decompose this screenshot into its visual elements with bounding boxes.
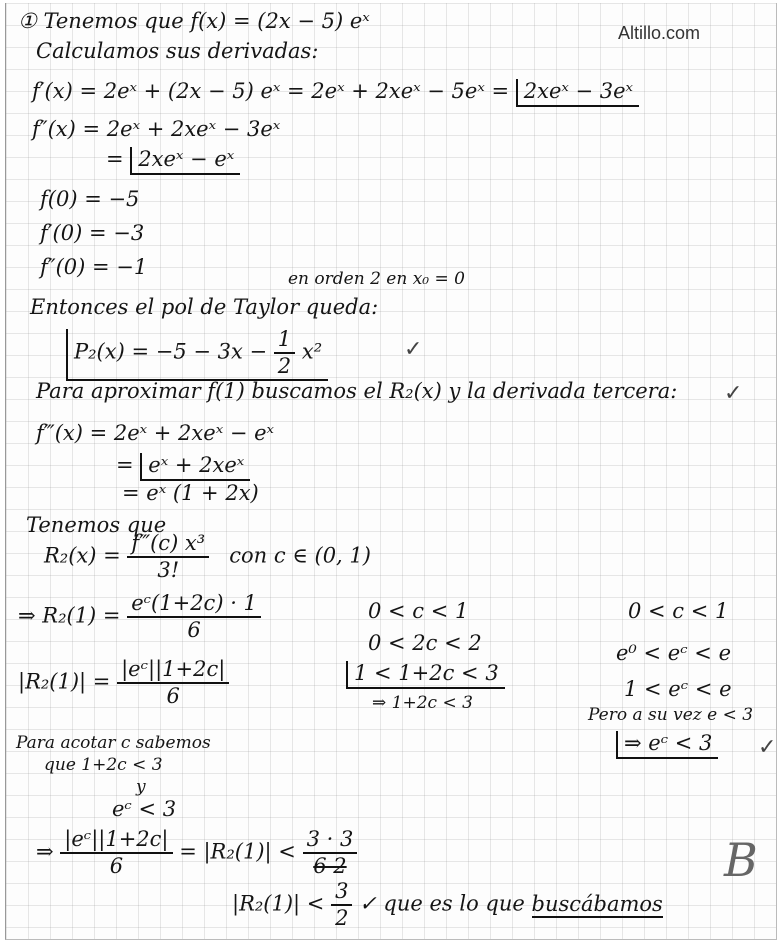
bound-2c: 0 < 2c < 2	[368, 631, 482, 655]
third-derivative-factored: = eˣ (1 + 2x)	[122, 481, 259, 505]
problem-statement: ① Tenemos que f(x) = (2x − 5) eˣ	[18, 9, 370, 33]
remainder-abs: |R₂(1)| = $\frac{\text{|eᶜ||1+2c|}}{6}$	[18, 659, 229, 707]
bound-conclusion: ⇒ 1+2c < 3	[372, 693, 473, 713]
check-mark-3: ✓	[758, 735, 777, 760]
taylor-intro: Entonces el pol de Taylor queda:	[30, 295, 379, 319]
second-derivative-result: = 2xeˣ − eˣ	[106, 149, 240, 170]
watermark: Altillo.com	[618, 23, 701, 43]
third-derivative: f‴(x) = 2eˣ + 2xeˣ − eˣ	[36, 421, 274, 445]
first-derivative-result: 2xeˣ − 3eˣ	[516, 79, 639, 107]
bound-conjunction: y	[136, 777, 146, 797]
exp-bound-c: 0 < c < 1	[628, 599, 729, 623]
first-derivative: f′(x) = 2eˣ + (2x − 5) eˣ = 2eˣ + 2xeˣ − 5eˣ = 2xeˣ − 3eˣ	[32, 81, 639, 102]
remainder-formula: R₂(x) = $\frac{\text{f‴(c) x³}}{3!}$ con c ∈ (0, 1)	[44, 531, 371, 582]
check-mark-1: ✓	[404, 337, 423, 362]
bound-c: 0 < c < 1	[368, 599, 469, 623]
exp-bound-note: Pero a su vez e < 3	[588, 705, 754, 725]
taylor-order-note: en orden 2 en x₀ = 0	[288, 269, 465, 289]
taylor-polynomial: P₂(x) = −5 − 3x − $\frac{1}{2}$ x²	[66, 329, 328, 381]
bound-fact-2: eᶜ < 3	[112, 797, 177, 821]
value-f1-0: f′(0) = −3	[40, 221, 145, 245]
bound-1-plus-2c: 1 < 1+2c < 3	[346, 663, 505, 684]
remainder-intro: Para aproximar f(1) buscamos el R₂(x) y la derivada tercera:	[36, 379, 678, 403]
third-derivative-simplified: = eˣ + 2xeˣ	[116, 455, 250, 476]
exp-bound-1: 1 < eᶜ < e	[624, 677, 732, 701]
second-derivative: f″(x) = 2eˣ + 2xeˣ − 3eˣ	[32, 117, 281, 141]
remainder-statement: Tenemos que	[26, 513, 167, 537]
bound-intro: Para acotar c sabemos	[16, 733, 211, 753]
final-inequality: ⇒ $\frac{\text{|eᶜ||1+2c|}}{6}$ = |R₂(1)| < $\frac{3 \cdot 3}{6 2}$	[36, 829, 357, 877]
bound-fact-1: que 1+2c < 3	[44, 755, 163, 775]
remainder-at-1: ⇒ R₂(1) = $\frac{\text{eᶜ(1+2c) · 1}}{6}$	[18, 593, 261, 641]
value-f2-0: f″(0) = −1	[40, 255, 148, 279]
value-f0: f(0) = −5	[40, 187, 140, 211]
final-result: |R₂(1)| < $\frac{3}{2}$ ✓ que es lo que buscábamos	[232, 879, 663, 930]
exp-bound-e0: e⁰ < eᶜ < e	[616, 641, 731, 665]
grade-mark: B	[724, 833, 758, 887]
exp-bound-result: ⇒ eᶜ < 3	[616, 733, 718, 754]
derivatives-heading: Calculamos sus derivadas:	[36, 39, 319, 63]
notebook-page	[5, 3, 777, 940]
check-mark-2: ✓	[724, 381, 743, 406]
